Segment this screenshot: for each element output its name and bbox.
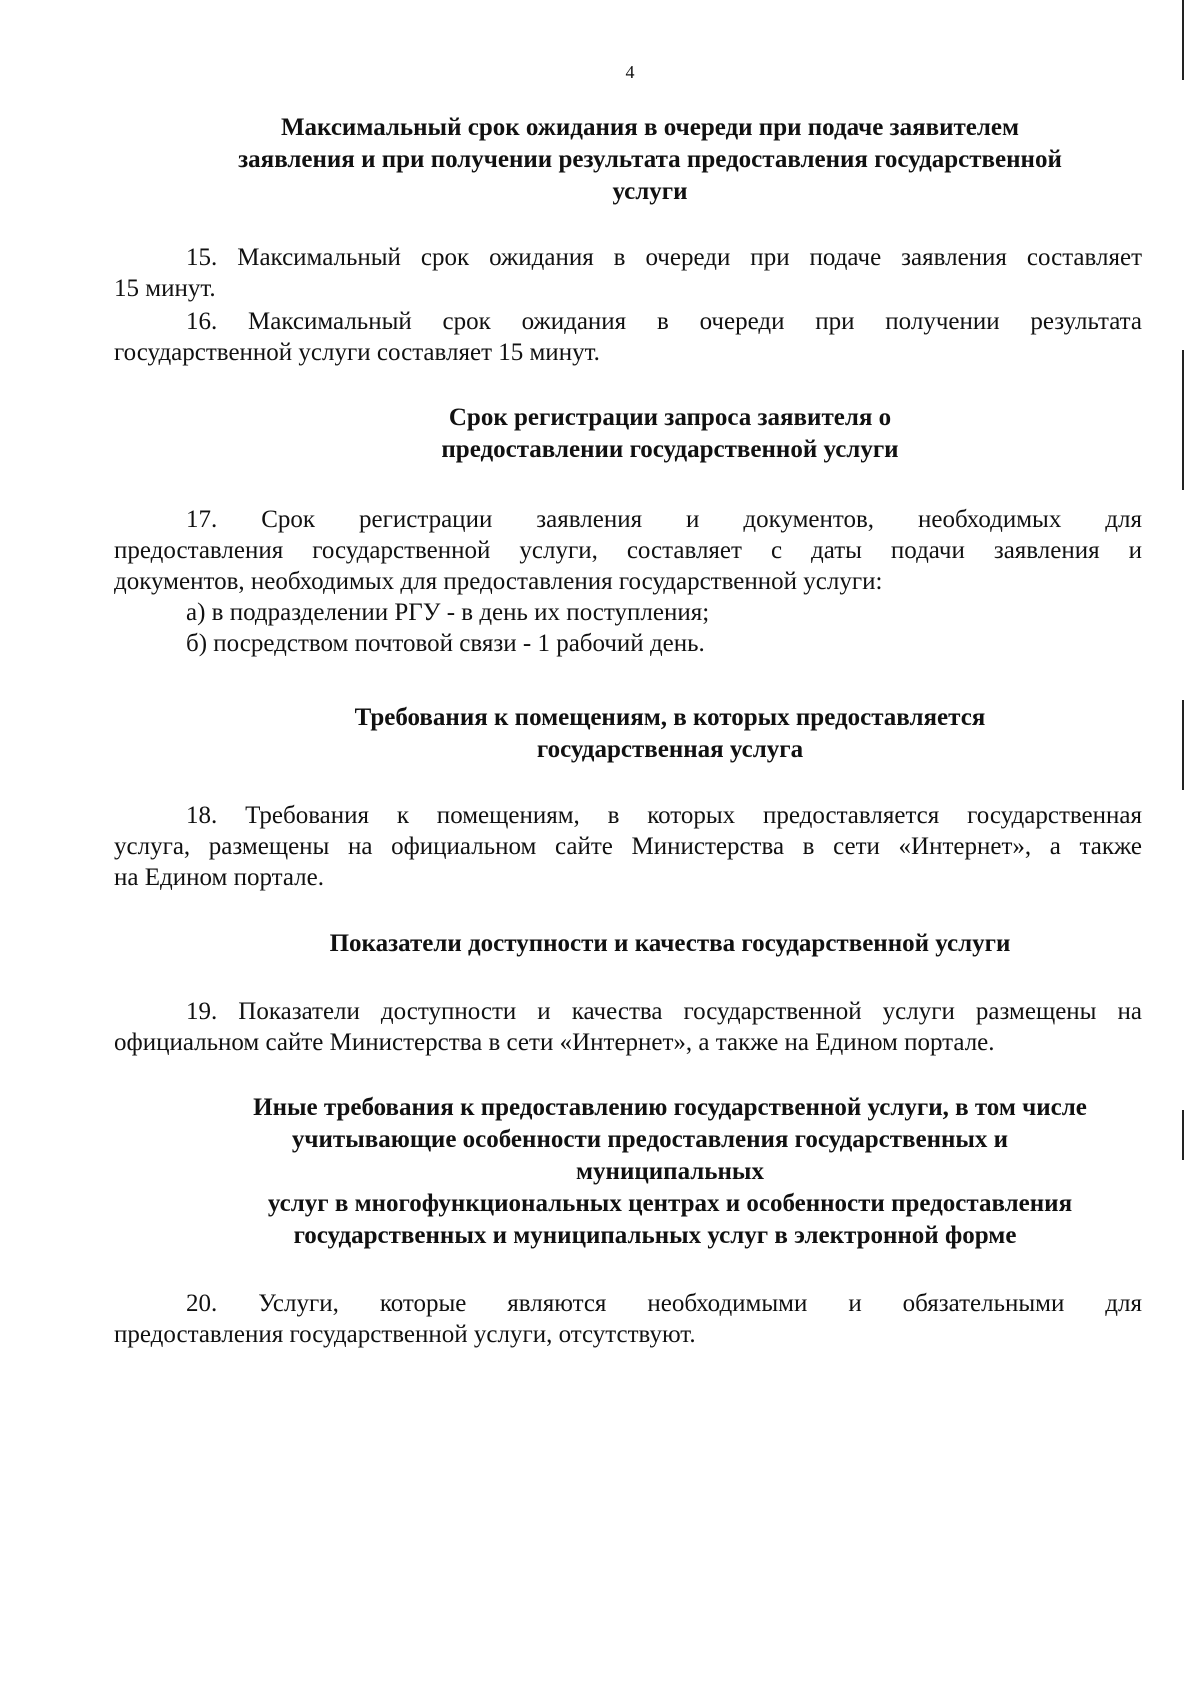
heading-line: Показатели доступности и качества государственной услуги <box>329 930 1011 957</box>
paragraph-line: официальном сайте Министерства в сети «Интернет», а также на Едином портале. <box>114 1029 995 1056</box>
paragraph-line: б) посредством почтовой связи - 1 рабочий день. <box>186 630 705 657</box>
heading-line: учитывающие особенности предоставления государственных и <box>291 1126 1009 1153</box>
paragraph-18 <box>114 800 1142 893</box>
heading-line: услуг в многофункциональных центрах и особенности предоставления <box>267 1190 1073 1217</box>
paragraph-17 <box>114 504 1142 659</box>
scan-edge-mark <box>1182 350 1184 490</box>
paragraph-15 <box>114 242 1142 304</box>
page-number: 4 <box>625 62 635 82</box>
heading-line: Срок регистрации запроса заявителя о <box>448 404 892 431</box>
section-heading-premises-requirements <box>240 702 1100 766</box>
paragraph-line: 15 минут. <box>114 275 216 302</box>
section-heading-accessibility-indicators <box>150 928 1190 960</box>
paragraph-line: 19. Показатели доступности и качества государственной услуги размещены на <box>186 998 1142 1025</box>
paragraph-line: а) в подразделении РГУ - в день их поступления; <box>186 599 710 626</box>
section-heading-waiting-time <box>150 112 1150 208</box>
paragraph-16 <box>114 306 1142 368</box>
heading-line: государственная услуга <box>536 736 804 763</box>
section-heading-registration-term <box>300 402 1040 466</box>
paragraph-line: документов, необходимых для предоставления государственной услуги: <box>114 568 883 595</box>
paragraph-19 <box>114 996 1142 1058</box>
paragraph-line: 20. Услуги, которые являются необходимыми и обязательными для <box>186 1290 1142 1317</box>
heading-line: Требования к помещениям, в которых предоставляется <box>354 704 986 731</box>
scan-edge-mark <box>1182 700 1184 790</box>
paragraph-line: услуга, размещены на официальном сайте Министерства в сети «Интернет», а также <box>114 833 1142 860</box>
paragraph-20 <box>114 1288 1142 1350</box>
paragraph-line: 16. Максимальный срок ожидания в очереди при получении результата <box>186 308 1142 335</box>
paragraph-line: предоставления государственной услуги, составляет с даты подачи заявления и <box>114 537 1142 564</box>
heading-line: заявления и при получении результата предоставления государственной <box>238 146 1062 173</box>
paragraph-line: 15. Максимальный срок ожидания в очереди при подаче заявления составляет <box>186 244 1142 271</box>
paragraph-line: 18. Требования к помещениям, в которых предоставляется государственная <box>186 802 1142 829</box>
paragraph-line: 17. Срок регистрации заявления и документов, необходимых для <box>186 506 1142 533</box>
paragraph-line: на Едином портале. <box>114 864 324 891</box>
paragraph-line: государственной услуги составляет 15 минут. <box>114 339 600 366</box>
paragraph-line: предоставления государственной услуги, отсутствуют. <box>114 1321 696 1348</box>
heading-line: Максимальный срок ожидания в очереди при подаче заявителем <box>280 114 1020 141</box>
section-heading-other-requirements <box>150 1092 1190 1252</box>
heading-line: предоставлении государственной услуги <box>441 436 899 463</box>
heading-line: услуги <box>612 178 688 205</box>
heading-line: муниципальных <box>576 1158 764 1185</box>
heading-line: Иные требования к предоставлению государственной услуги, в том числе <box>253 1094 1087 1121</box>
heading-line: государственных и муниципальных услуг в электронной форме <box>293 1222 1017 1249</box>
